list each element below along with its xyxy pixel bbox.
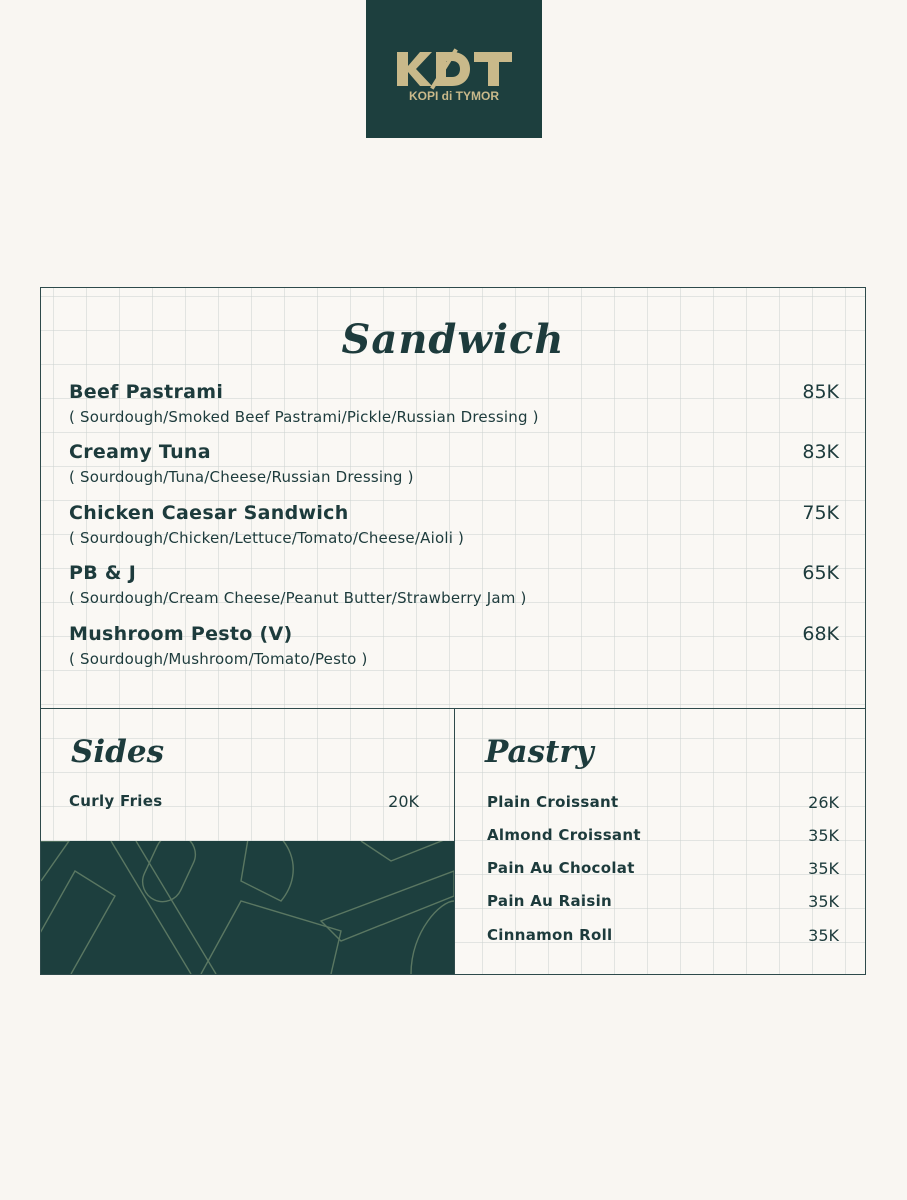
logo-text: KOPI di TYMOR <box>409 89 499 103</box>
menu-item <box>69 792 419 814</box>
pastry-section-title: Pastry <box>485 734 594 770</box>
section-divider <box>41 708 865 709</box>
item-price: 20K <box>388 792 419 811</box>
item-name: PB & J <box>69 562 137 584</box>
item-description: ( Sourdough/Cream Cheese/Peanut Butter/Strawberry Jam ) <box>69 589 527 607</box>
item-price: 26K <box>808 793 839 812</box>
item-name: Pain Au Chocolat <box>487 859 635 877</box>
item-price: 83K <box>802 441 839 463</box>
menu-item <box>487 793 839 815</box>
item-description: ( Sourdough/Mushroom/Tomato/Pesto ) <box>69 650 368 668</box>
item-name: Plain Croissant <box>487 793 619 811</box>
decorative-pattern <box>41 841 454 974</box>
sandwich-section-title: Sandwich <box>341 316 565 363</box>
item-price: 68K <box>802 623 839 645</box>
item-name: Creamy Tuna <box>69 441 211 463</box>
menu-item <box>487 859 839 881</box>
brand-logo <box>366 0 542 138</box>
sides-section-title: Sides <box>71 734 165 770</box>
item-price: 35K <box>808 859 839 878</box>
item-price: 35K <box>808 926 839 945</box>
item-description: ( Sourdough/Tuna/Cheese/Russian Dressing ) <box>69 468 414 486</box>
logo-graphic <box>366 0 542 138</box>
item-description: ( Sourdough/Smoked Beef Pastrami/Pickle/Russian Dressing ) <box>69 408 539 426</box>
menu-item <box>487 926 839 948</box>
item-price: 85K <box>802 381 839 403</box>
item-price: 65K <box>802 562 839 584</box>
item-name: Beef Pastrami <box>69 381 224 403</box>
item-name: Mushroom Pesto (V) <box>69 623 293 645</box>
menu-item <box>487 826 839 848</box>
item-name: Cinnamon Roll <box>487 926 613 944</box>
item-price: 35K <box>808 826 839 845</box>
menu-board <box>40 287 866 975</box>
item-price: 35K <box>808 892 839 911</box>
menu-item <box>69 502 839 558</box>
item-price: 75K <box>802 502 839 524</box>
menu-item <box>69 623 839 679</box>
item-name: Almond Croissant <box>487 826 641 844</box>
item-name: Pain Au Raisin <box>487 892 613 910</box>
menu-item <box>69 381 839 437</box>
menu-item <box>69 441 839 497</box>
menu-item <box>69 562 839 618</box>
column-divider <box>454 708 455 975</box>
item-name: Curly Fries <box>69 792 163 810</box>
item-name: Chicken Caesar Sandwich <box>69 502 349 524</box>
menu-item <box>487 892 839 914</box>
item-description: ( Sourdough/Chicken/Lettuce/Tomato/Cheese/Aioli ) <box>69 529 465 547</box>
